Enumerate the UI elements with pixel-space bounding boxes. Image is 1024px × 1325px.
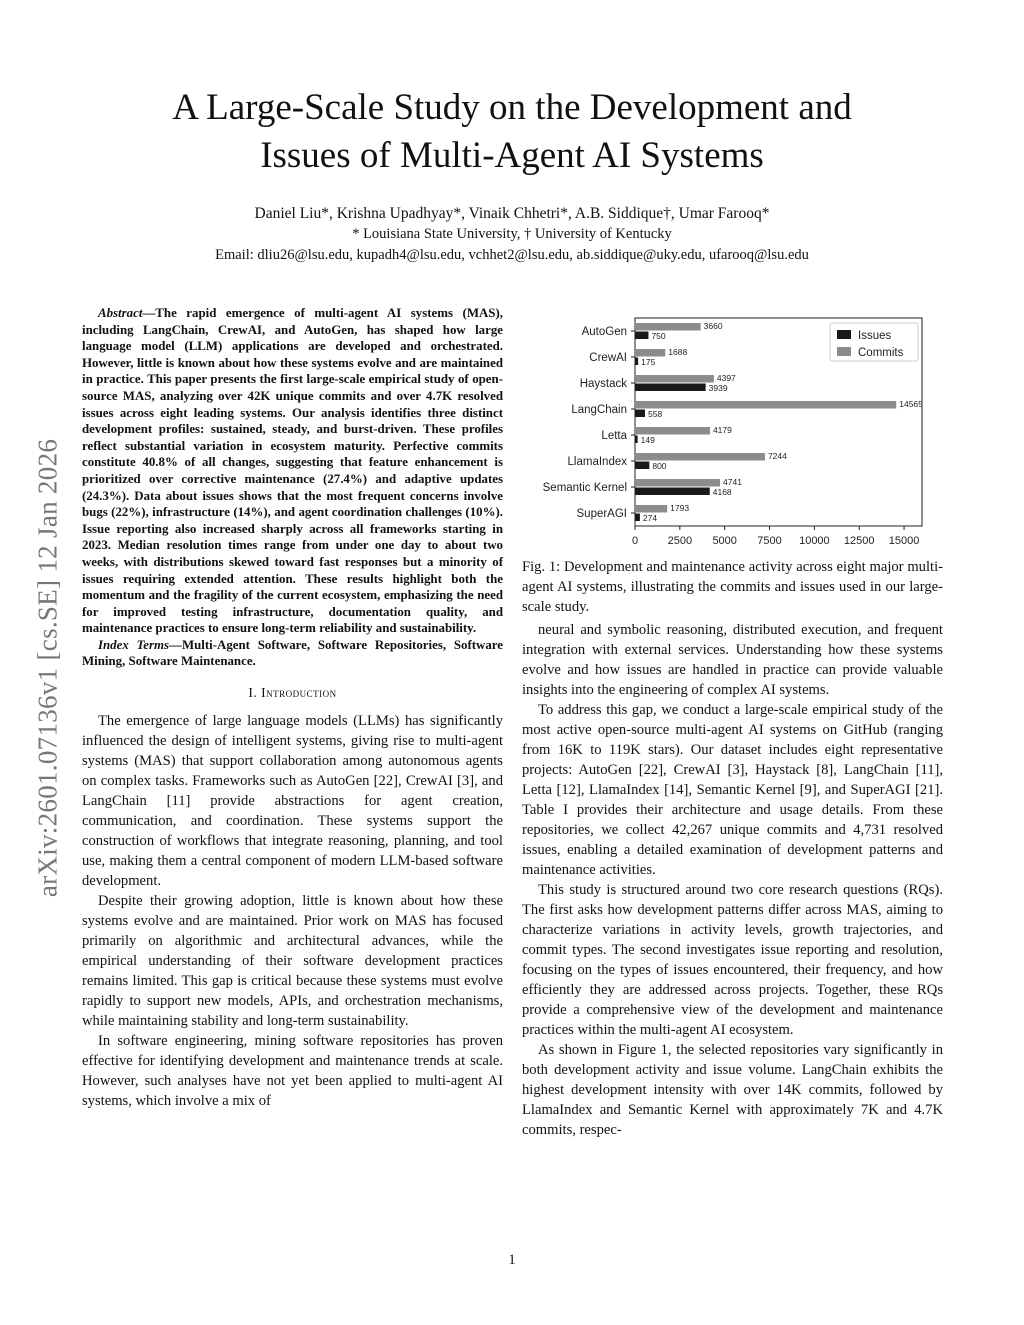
commits-bar (635, 323, 701, 331)
issues-data-label: 175 (641, 357, 656, 367)
issues-data-label: 4168 (712, 487, 732, 497)
commits-bar (635, 479, 720, 487)
index-terms (82, 637, 503, 670)
issues-bar (635, 410, 645, 418)
commits-data-label: 1688 (668, 347, 688, 357)
section-title: Introduction (261, 685, 337, 701)
y-tick-label: AutoGen (581, 326, 627, 338)
index-terms-text: —Multi-Agent Software, Software Repositories, Software Mining, Software Maintenance. (82, 637, 503, 669)
issues-bar (635, 488, 710, 496)
index-terms-label: Index Terms (98, 637, 170, 652)
x-tick-label: 2500 (667, 535, 693, 547)
y-tick-label: Letta (601, 430, 627, 442)
commits-bar (635, 401, 896, 409)
author-list: Daniel Liu*, Krishna Upadhyay*, Vinaik Chhetri*, A.B. Siddique†, Umar Farooq* (254, 205, 770, 222)
left-paragraph: The emergence of large language models (LLMs) has significantly influenced the design of intelligent systems, giving rise to multi-agent systems (MAS) that support collaboration among autonomous agents on complex tasks. Frameworks such as AutoGen [22], CrewAI [3], and LangChain [11] provide abstractions for agent creation, communication, and coordination. These systems support the construction of workflows that integrate reasoning, planning, and tool use, making them a central component of modern LLM-based software development. (82, 713, 503, 890)
commits-bar (635, 349, 665, 357)
y-tick-label: SuperAGI (576, 508, 627, 520)
issues-data-label: 558 (648, 409, 663, 419)
legend-label: Commits (858, 347, 904, 359)
title-line-2: Issues of Multi-Agent AI Systems (260, 135, 764, 176)
y-tick-label: LangChain (571, 404, 627, 416)
commits-data-label: 3660 (703, 321, 723, 331)
legend-swatch (837, 347, 851, 356)
commits-data-label: 14565 (899, 399, 923, 409)
figure-caption: Fig. 1: Development and maintenance activity across eight major multi-agent AI systems, illustrating the commits and issues used in our large-scale study. (522, 559, 943, 615)
commits-data-label: 4179 (712, 425, 732, 435)
issues-data-label: 274 (642, 513, 658, 523)
commits-data-label: 1793 (670, 503, 690, 513)
right-paragraph: As shown in Figure 1, the selected repositories vary significantly in both development activity and issue volume. LangChain exhibits the highest development intensity with over 14K commits, followed by LlamaIndex and Semantic Kernel with approximately 7K and 4.7K commits, respec- (522, 1042, 943, 1138)
commits-bar (635, 453, 765, 461)
issues-bar (635, 358, 638, 366)
x-tick-label: 7500 (757, 535, 782, 547)
x-tick-label: 12500 (843, 535, 875, 547)
right-column (522, 620, 943, 1140)
section-heading (82, 685, 503, 701)
issues-bar (635, 384, 706, 392)
author-emails: Email: dliu26@lsu.edu, kupadh4@lsu.edu, vchhet2@lsu.edu, ab.siddique@uky.edu, ufarooq@lsu.edu (215, 247, 809, 263)
y-tick-label: CrewAI (589, 352, 627, 364)
left-paragraph: In software engineering, mining software repositories has proven effective for identifying development and maintenance trends at scale. However, such analyses have not yet been applied to multi-agent AI systems, which involve a mix of (82, 1033, 503, 1110)
legend-label: Issues (858, 330, 892, 342)
issues-bar (635, 514, 640, 522)
right-paragraph: To address this gap, we conduct a large-scale empirical study of the most active open-source multi-agent AI systems on GitHub (ranging from 16K to 119K stars). Our dataset includes eight representative projects: AutoGen [22], CrewAI [3], Haystack [8], LangChain [11], Letta [12], LlamaIndex [14], Semantic Kernel [9], and SuperAGI [21]. Table I provides their architecture and usage details. From these repositories, we collect 42,267 unique commits and 4,731 resolved issues, enabling a detailed examination of development patterns and maintenance activities. (522, 702, 943, 878)
issues-bar (635, 332, 648, 340)
issues-data-label: 800 (652, 461, 667, 471)
paper-title (0, 84, 1024, 180)
affiliations: * Louisiana State University, † University of Kentucky (352, 226, 672, 242)
commits-bar (635, 375, 714, 383)
abstract-label: Abstract (98, 306, 143, 320)
right-paragraph: This study is structured around two core research questions (RQs). The first asks how development patterns differ across MAS, aiming to characterize variations in activity levels, growth trajectories, and commit types. The second investigates issue reporting and resolution, focusing on the types of issues encountered, their frequency, and how efficiently they are addressed across projects. Together, these RQs provide a comprehensive view of the development and maintenance practices within the multi-agent AI ecosystem. (522, 882, 943, 1038)
y-tick-label: Semantic Kernel (542, 482, 627, 494)
x-tick-label: 0 (631, 535, 639, 547)
left-paragraph: Despite their growing adoption, little is known about how these systems evolve and are maintained. Prior work on MAS has focused primarily on algorithmic and architectural advances, while the empirical understanding of their software development practices remains limited. This gap is critical because these systems must evolve rapidly to support new models, APIs, and orchestration mechanisms, while maintaining stability and long-term sustainability. (82, 893, 503, 1030)
figure-1-chart (524, 315, 932, 555)
issues-data-label: 750 (651, 331, 666, 341)
y-tick-label: LlamaIndex (567, 456, 627, 468)
legend-swatch (837, 330, 851, 339)
left-column (82, 305, 503, 1111)
issues-data-label: 3939 (708, 383, 728, 393)
right-paragraph: neural and symbolic reasoning, distributed execution, and frequent integration with external services. Understanding how these systems evolve and how issues are handled in practice can provide valuable insights into the engineering of complex AI systems. (522, 622, 943, 698)
x-tick-label: 15000 (888, 535, 920, 547)
commits-bar (635, 505, 667, 513)
x-tick-label: 5000 (712, 535, 737, 547)
abstract-text: —The rapid emergence of multi-agent AI systems (MAS), including LangChain, CrewAI, and AutoGen, has shaped how large language model (LLM) applications are developed and orchestrated. However, little is known about how these systems evolve and are maintained in practice. This paper presents the first large-scale empirical study of open-source MAS, analyzing over 42K unique commits and over 4.7K resolved issues across eight leading systems. Our analysis identifies three distinct development profiles: sustained, steady, and burst-driven. These profiles reflect substantial variation in ecosystem maturity. Perfective commits constitute 40.8% of all changes, suggesting that feature enhancement is prioritized over corrective maintenance (27.4%) and adaptive updates (24.3%). Data about issues shows that the most frequent concerns involve bugs (22%), infrastructure (14%), and agent coordination challenges (10%). Issue reporting also increased sharply across all frameworks starting in 2023. Median resolution times range from under one day to about two weeks, with distributions skewed toward fast responses but a minority of issues requiring extended attention. These results highlight both the momentum and the fragility of the current ecosystem, emphasizing the need for improved testing infrastructure, documentation quality, and maintenance practices to ensure long-term reliability and sustainability. (82, 306, 503, 636)
commits-data-label: 7244 (767, 451, 787, 461)
x-tick-label: 10000 (799, 535, 830, 547)
issues-bar (635, 436, 638, 444)
commits-data-label: 4741 (723, 477, 742, 487)
page-number: 1 (508, 1252, 516, 1268)
title-line-1: A Large-Scale Study on the Development and (172, 87, 852, 128)
commits-data-label: 4397 (716, 373, 736, 383)
issues-bar (635, 462, 649, 470)
section-number: I. (248, 685, 258, 701)
commits-bar (635, 427, 710, 435)
issues-data-label: 149 (640, 435, 655, 445)
abstract (82, 305, 503, 637)
y-tick-label: Haystack (579, 378, 627, 390)
